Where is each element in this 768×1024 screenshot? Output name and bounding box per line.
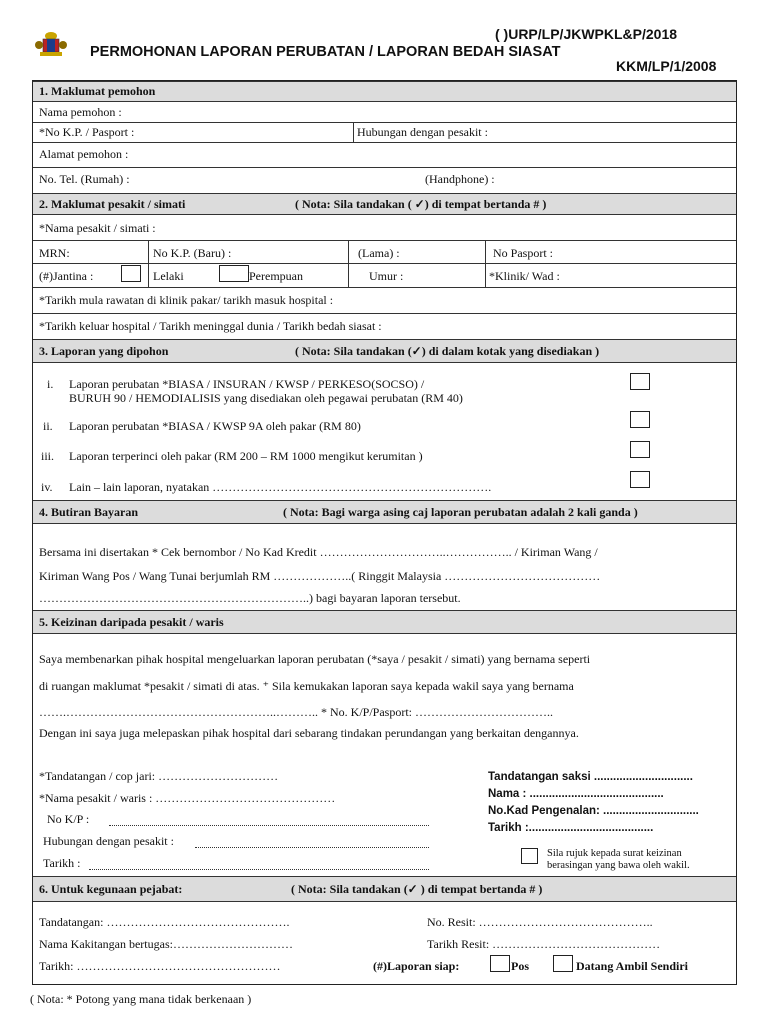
- item-iv-number: iv.: [41, 480, 53, 494]
- jantina-label: (#)Jantina :: [39, 269, 94, 283]
- nama-saksi-label: Nama : ..........................................: [488, 788, 664, 800]
- tandatangan-pesakit-label: *Tandatangan / cop jari: …………………………: [39, 769, 279, 783]
- perempuan-label: Perempuan: [249, 269, 303, 283]
- datang-ambil-checkbox[interactable]: [553, 955, 573, 972]
- keizinan-line2: di ruangan maklumat *pesakit / simati di atas. ⁺ Sila kemukakan laporan saya kepada wakil saya yang bernama: [39, 679, 574, 693]
- pejabat-kakitangan-label: Nama Kakitangan bertugas:…………………………: [39, 937, 293, 951]
- item-iii-number: iii.: [41, 449, 55, 463]
- nama-pemohon-label: Nama pemohon :: [39, 105, 122, 119]
- footer-note: ( Nota: * Potong yang mana tidak berkenaan ): [30, 992, 252, 1006]
- nama-pesakit-label: *Nama pesakit / simati :: [39, 221, 156, 235]
- nokp-baru-label: No K.P. (Baru) :: [153, 246, 232, 260]
- section-6-title: 6. Untuk kegunaan pejabat:: [39, 882, 183, 896]
- reference-bottom: KKM/LP/1/2008: [616, 58, 717, 74]
- nama-waris-label: *Nama pesakit / waris : ………………………………………: [39, 791, 336, 805]
- laporan-siap-label: (#)Laporan siap:: [373, 959, 460, 973]
- section-6-note: ( Nota: Sila tandakan (✓ ) di tempat bertanda # ): [291, 882, 543, 896]
- laporan-i-line2: BURUH 90 / HEMODIALISIS yang disediakan oleh pegawai perubatan (RM 40): [69, 391, 463, 405]
- item-i-number: i.: [47, 377, 54, 391]
- reference-top: ( )URP/LP/JKWPKL&P/2018: [495, 26, 678, 42]
- umur-label: Umur :: [369, 269, 404, 283]
- form-title: PERMOHONAN LAPORAN PERUBATAN / LAPORAN BEDAH SIASAT: [90, 44, 561, 60]
- keizinan-line3: …….……………………………………………..……….. * No. K/P/Pasport: ……………………………..: [39, 705, 554, 719]
- datang-ambil-label: Datang Ambil Sendiri: [576, 959, 689, 973]
- rujuk-surat-line2: berasingan yang bawa oleh wakil.: [547, 860, 690, 871]
- hubungan-label: Hubungan dengan pesakit :: [357, 125, 488, 139]
- keizinan-line1: Saya membenarkan pihak hospital mengeluarkan laporan perubatan (*saya / pesakit / simati) yang bernama seperti: [39, 652, 591, 666]
- nokp-lama-label: (Lama) :: [358, 246, 400, 260]
- section-2-note: ( Nota: Sila tandakan ( ✓) di tempat bertanda # ): [295, 197, 547, 211]
- bayaran-line3: …………………………………………………………..) bagi bayaran laporan tersebut.: [39, 591, 461, 605]
- pejabat-tarikh-label: Tarikh: ……………………………………………: [39, 959, 281, 973]
- section-4-title: 4. Butiran Bayaran: [39, 505, 139, 519]
- laporan-ii-label: Laporan perubatan *BIASA / KWSP 9A oleh pakar (RM 80): [69, 419, 361, 433]
- nokp-waris-label: No K/P :: [47, 812, 90, 826]
- laporan-ii-checkbox[interactable]: [630, 411, 650, 428]
- nokp-pasport-label: *No K.P. / Pasport :: [39, 125, 135, 139]
- laporan-iv-label: Lain – lain laporan, nyatakan …………………………………………………………….: [69, 480, 492, 494]
- tarikh-saksi-label: Tarikh :.......................................: [488, 822, 654, 834]
- section-6-header: [33, 876, 736, 902]
- section-5-header: [33, 610, 736, 634]
- section-2-header: [33, 193, 736, 215]
- lelaki-label: Lelaki: [153, 269, 184, 283]
- keizinan-line4: Dengan ini saya juga melepaskan pihak hospital dari sebarang tindakan perundangan yang berkaitan dengannya.: [39, 726, 579, 740]
- laporan-iii-label: Laporan terperinci oleh pakar (RM 200 – RM 1000 mengikut kerumitan ): [69, 449, 423, 463]
- pos-label: Pos: [511, 959, 529, 973]
- section-3-note: ( Nota: Sila tandakan (✓) di dalam kotak yang disediakan ): [295, 344, 600, 358]
- tarikh-mula-label: *Tarikh mula rawatan di klinik pakar/ tarikh masuk hospital :: [39, 293, 334, 307]
- pejabat-noresit-label: No. Resit: ……………………………………..: [427, 915, 653, 929]
- bayaran-line1: Bersama ini disertakan * Cek bernombor / No Kad Kredit …………………………..…………….. / Kiriman Wang /: [39, 545, 598, 559]
- item-ii-number: ii.: [43, 419, 53, 433]
- form-table: [32, 80, 737, 985]
- pos-checkbox[interactable]: [490, 955, 510, 972]
- klinik-wad-label: *Klinik/ Wad :: [489, 269, 560, 283]
- tel-rumah-label: No. Tel. (Rumah) :: [39, 172, 130, 186]
- section-4-header: [33, 500, 736, 524]
- pejabat-tarikh-resit-label: Tarikh Resit: ……………………………………: [427, 937, 661, 951]
- handphone-label: (Handphone) :: [425, 172, 495, 186]
- mrn-label: MRN:: [39, 246, 70, 260]
- laporan-iv-checkbox[interactable]: [630, 471, 650, 488]
- tandatangan-saksi-label: Tandatangan saksi ...............................: [488, 771, 693, 783]
- section-2-title: 2. Maklumat pesakit / simati: [39, 197, 186, 211]
- laporan-i-line1: Laporan perubatan *BIASA / INSURAN / KWSP / PERKESO(SOCSO) /: [69, 377, 425, 391]
- pasport-label: No Pasport :: [493, 246, 553, 260]
- section-1-title: 1. Maklumat pemohon: [39, 84, 156, 98]
- alamat-label: Alamat pemohon :: [39, 147, 129, 161]
- tarikh-waris-label: Tarikh :: [43, 856, 81, 870]
- section-1-header: [33, 81, 736, 102]
- lelaki-checkbox[interactable]: [121, 265, 141, 282]
- kp-saksi-label: No.Kad Pengenalan: ..............................: [488, 805, 699, 817]
- rujuk-surat-line1: Sila rujuk kepada surat keizinan: [547, 848, 682, 859]
- laporan-iii-checkbox[interactable]: [630, 441, 650, 458]
- section-3-header: [33, 339, 736, 363]
- section-3-title: 3. Laporan yang dipohon: [39, 344, 169, 358]
- rujuk-surat-checkbox[interactable]: [521, 848, 538, 864]
- coat-of-arms-icon: [34, 30, 68, 58]
- tarikh-keluar-label: *Tarikh keluar hospital / Tarikh meninggal dunia / Tarikh bedah siasat :: [39, 319, 382, 333]
- laporan-i-checkbox[interactable]: [630, 373, 650, 390]
- section-5-title: 5. Keizinan daripada pesakit / waris: [39, 615, 224, 629]
- perempuan-checkbox[interactable]: [219, 265, 249, 282]
- section-4-note: ( Nota: Bagi warga asing caj laporan perubatan adalah 2 kali ganda ): [283, 505, 638, 519]
- hubungan-waris-label: Hubungan dengan pesakit :: [43, 834, 174, 848]
- bayaran-line2: Kiriman Wang Pos / Wang Tunai berjumlah RM ………………..( Ringgit Malaysia …………………………………: [39, 569, 601, 583]
- pejabat-tandatangan-label: Tandatangan: ……………………………………….: [39, 915, 290, 929]
